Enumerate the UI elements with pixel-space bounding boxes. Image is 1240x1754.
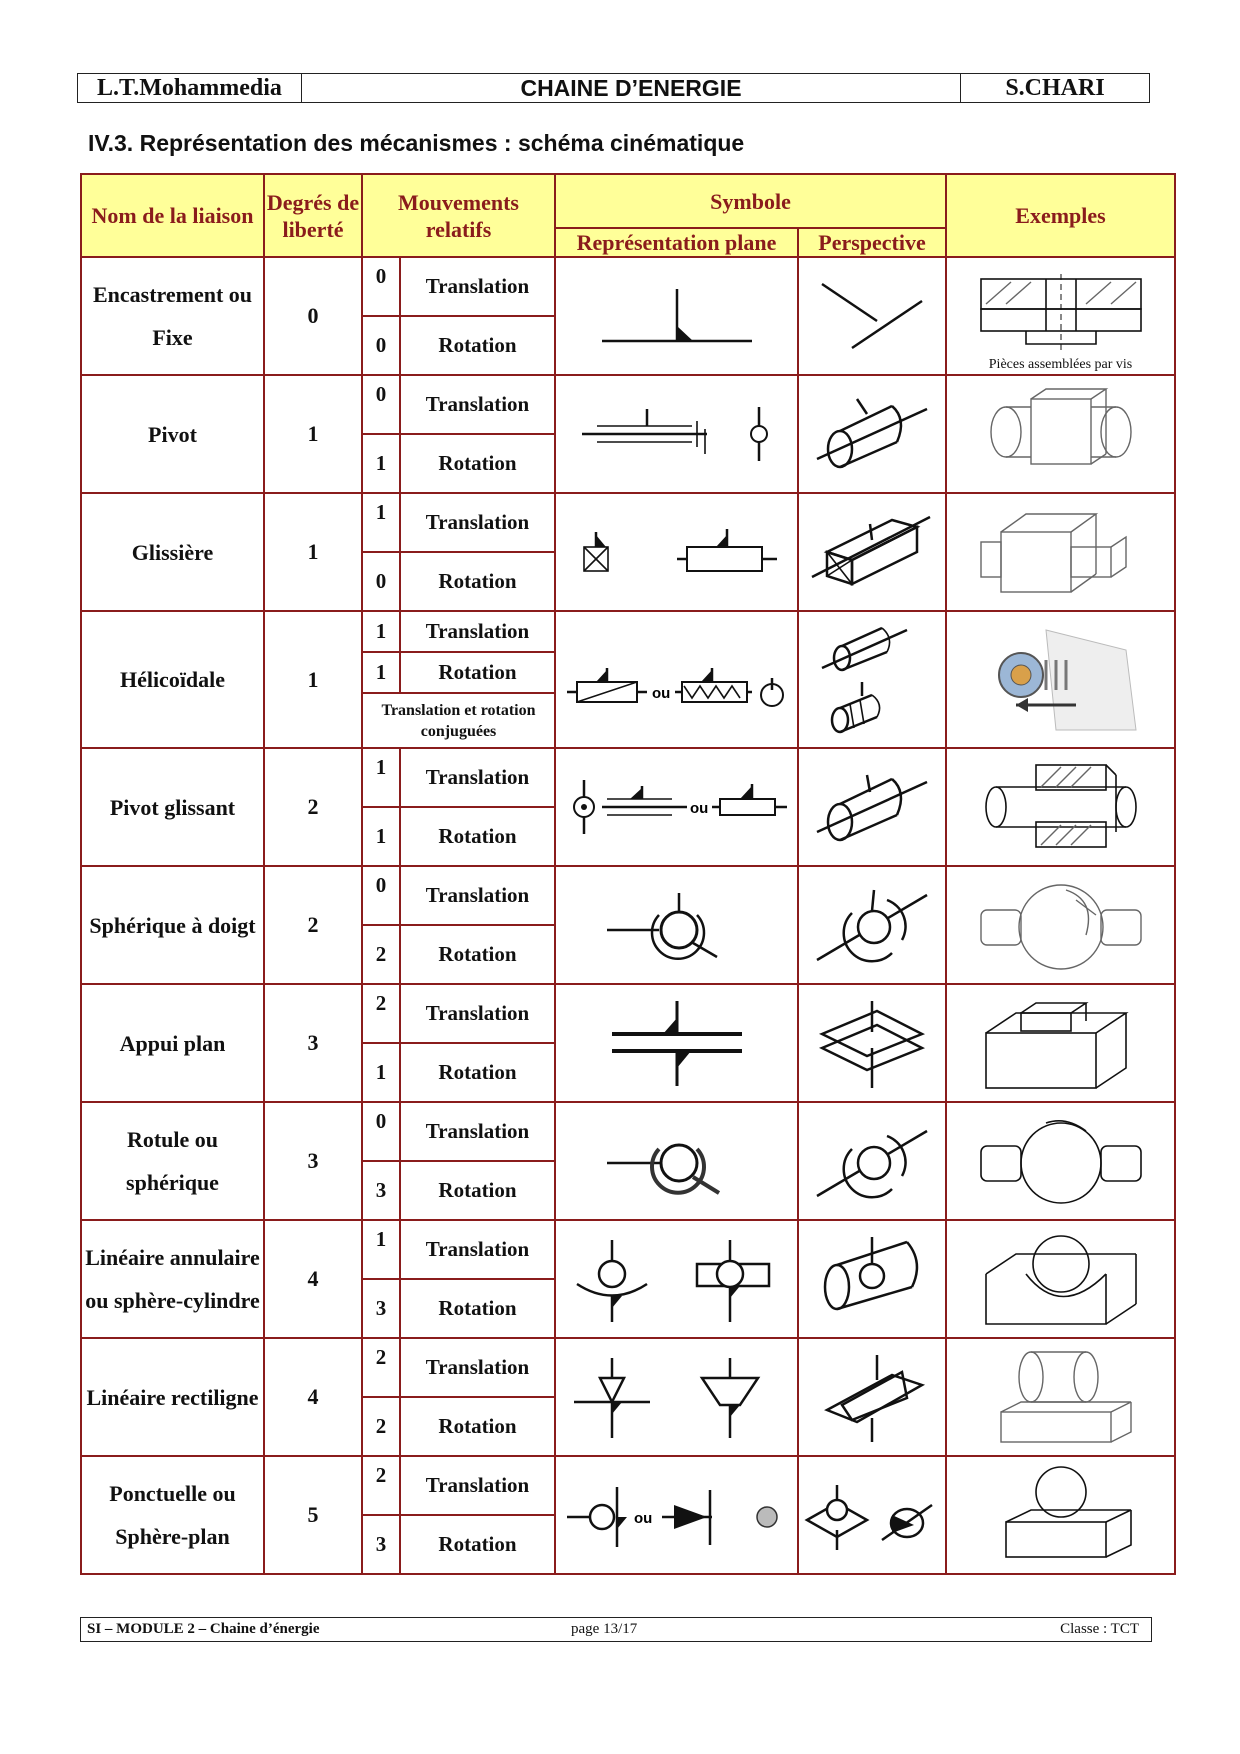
- dof-value: 5: [264, 1456, 362, 1574]
- rotation-dof: 0: [362, 552, 400, 611]
- rotation-dof: 1: [362, 1043, 400, 1102]
- dof-value: 3: [264, 1102, 362, 1220]
- example-caption: Pièces assemblées par vis: [988, 357, 1133, 372]
- footer-page: page 13/17: [571, 1621, 638, 1637]
- perspective-symbol-encastrement: [798, 257, 946, 375]
- dof-value: 4: [264, 1220, 362, 1338]
- col-name-header: Nom de la liaison: [81, 174, 264, 257]
- col-perspective-header: Perspective: [798, 228, 946, 257]
- ou-label: ou: [633, 1510, 652, 1527]
- translation-label: Translation: [400, 257, 555, 316]
- translation-dof: 0: [362, 375, 400, 434]
- rotation-dof: 2: [362, 925, 400, 984]
- translation-dof: 1: [362, 1220, 400, 1279]
- plane-symbol-rotule: [555, 1102, 798, 1220]
- liaison-name: Hélicoïdale: [81, 611, 264, 748]
- rotation-dof: 3: [362, 1279, 400, 1338]
- rotation-label: Rotation: [400, 1515, 555, 1574]
- plane-symbol-glissiere: [555, 493, 798, 611]
- rotation-dof: 0: [362, 316, 400, 375]
- rotation-dof: 1: [362, 807, 400, 866]
- plane-symbol-appui-plan: [555, 984, 798, 1102]
- perspective-symbol-helicoidale: [798, 611, 946, 748]
- translation-dof: 0: [362, 257, 400, 316]
- footer-module: SI – MODULE 2 – Chaine d’énergie: [87, 1621, 320, 1637]
- page-footer: [80, 1617, 1152, 1642]
- translation-label: Translation: [400, 748, 555, 807]
- translation-label: Translation: [400, 375, 555, 434]
- translation-dof: 0: [362, 1102, 400, 1161]
- example-spherique-doigt: [946, 866, 1175, 984]
- translation-label: Translation: [400, 1338, 555, 1397]
- liaisons-table: [80, 173, 1176, 1575]
- plane-symbol-spherique-doigt: [555, 866, 798, 984]
- liaison-name: Glissière: [81, 493, 264, 611]
- liaison-name: Rotule ou sphérique: [81, 1102, 264, 1220]
- liaison-name: Sphérique à doigt: [81, 866, 264, 984]
- plane-symbol-lineaire-annulaire: [555, 1220, 798, 1338]
- col-degrees-header: Degrés de liberté: [264, 174, 362, 257]
- plane-symbol-ponctuelle: [555, 1456, 798, 1574]
- translation-dof: 0: [362, 866, 400, 925]
- ou-label: ou: [689, 800, 708, 817]
- plane-symbol-encastrement: [555, 257, 798, 375]
- dof-value: 3: [264, 984, 362, 1102]
- plane-symbol-pivot-glissant: [555, 748, 798, 866]
- col-plane-header: Représentation plane: [555, 228, 798, 257]
- ou-label: ou: [651, 684, 670, 702]
- dof-value: 1: [264, 493, 362, 611]
- plane-symbol-pivot: [555, 375, 798, 493]
- liaison-name: Pivot: [81, 375, 264, 493]
- perspective-symbol-lineaire-rectiligne: [798, 1338, 946, 1456]
- rotation-label: Rotation: [400, 552, 555, 611]
- perspective-symbol-pivot: [798, 375, 946, 493]
- liaison-name: Appui plan: [81, 984, 264, 1102]
- footer-class: Classe : TCT: [1060, 1621, 1139, 1637]
- translation-label: Translation: [400, 611, 555, 652]
- col-symbol-header: Symbole: [555, 174, 946, 228]
- rotation-dof: 1: [362, 652, 400, 693]
- example-rotule: [946, 1102, 1175, 1220]
- plane-symbol-lineaire-rectiligne: [555, 1338, 798, 1456]
- rotation-dof: 2: [362, 1397, 400, 1456]
- liaison-name: Ponctuelle ou Sphère-plan: [81, 1456, 264, 1574]
- translation-dof: 1: [362, 493, 400, 552]
- rotation-dof: 3: [362, 1515, 400, 1574]
- rotation-label: Rotation: [400, 1161, 555, 1220]
- rotation-label: Rotation: [400, 1279, 555, 1338]
- translation-label: Translation: [400, 984, 555, 1043]
- dof-value: 4: [264, 1338, 362, 1456]
- dof-value: 1: [264, 375, 362, 493]
- rotation-label: Rotation: [400, 925, 555, 984]
- conjugate-movement-note: Translation et rotation conjuguées: [362, 693, 555, 748]
- author-name: S.CHARI: [1005, 74, 1105, 101]
- translation-dof: 2: [362, 984, 400, 1043]
- perspective-symbol-pivot-glissant: [798, 748, 946, 866]
- translation-dof: 2: [362, 1338, 400, 1397]
- rotation-label: Rotation: [400, 316, 555, 375]
- example-ponctuelle: [946, 1456, 1175, 1574]
- school-name: L.T.Mohammedia: [78, 74, 302, 102]
- example-encastrement: [946, 257, 1175, 375]
- dof-value: 0: [264, 257, 362, 375]
- rotation-dof: 3: [362, 1161, 400, 1220]
- rotation-label: Rotation: [400, 652, 555, 693]
- perspective-symbol-rotule: [798, 1102, 946, 1220]
- translation-label: Translation: [400, 866, 555, 925]
- perspective-symbol-lineaire-annulaire: [798, 1220, 946, 1338]
- dof-value: 2: [264, 748, 362, 866]
- translation-label: Translation: [400, 1102, 555, 1161]
- example-glissiere: [946, 493, 1175, 611]
- rotation-dof: 1: [362, 434, 400, 493]
- example-lineaire-annulaire: [946, 1220, 1175, 1338]
- example-appui-plan: [946, 984, 1175, 1102]
- translation-label: Translation: [400, 1456, 555, 1515]
- translation-label: Translation: [400, 493, 555, 552]
- translation-dof: 1: [362, 748, 400, 807]
- rotation-label: Rotation: [400, 434, 555, 493]
- rotation-label: Rotation: [400, 1043, 555, 1102]
- dof-value: 2: [264, 866, 362, 984]
- page-header: [77, 73, 1150, 103]
- perspective-symbol-ponctuelle: [798, 1456, 946, 1574]
- col-movements-header: Mouvements relatifs: [362, 174, 555, 257]
- rotation-label: Rotation: [400, 1397, 555, 1456]
- perspective-symbol-spherique-doigt: [798, 866, 946, 984]
- liaison-name: Linéaire annulaire ou sphère-cylindre: [81, 1220, 264, 1338]
- liaison-name: Pivot glissant: [81, 748, 264, 866]
- dof-value: 1: [264, 611, 362, 748]
- translation-label: Translation: [400, 1220, 555, 1279]
- col-examples-header: Exemples: [946, 174, 1175, 257]
- translation-dof: 2: [362, 1456, 400, 1515]
- rotation-label: Rotation: [400, 807, 555, 866]
- translation-dof: 1: [362, 611, 400, 652]
- perspective-symbol-glissiere: [798, 493, 946, 611]
- plane-symbol-helicoidale: [555, 611, 798, 748]
- liaison-name: Linéaire rectiligne: [81, 1338, 264, 1456]
- example-helicoidale: [946, 611, 1175, 748]
- example-lineaire-rectiligne: [946, 1338, 1175, 1456]
- section-title: IV.3. Représentation des mécanismes : schéma cinématique: [88, 130, 745, 156]
- example-pivot: [946, 375, 1175, 493]
- document-title: CHAINE D’ENERGIE: [302, 74, 961, 102]
- perspective-symbol-appui-plan: [798, 984, 946, 1102]
- example-pivot-glissant: [946, 748, 1175, 866]
- liaison-name: Encastrement ou Fixe: [81, 257, 264, 375]
